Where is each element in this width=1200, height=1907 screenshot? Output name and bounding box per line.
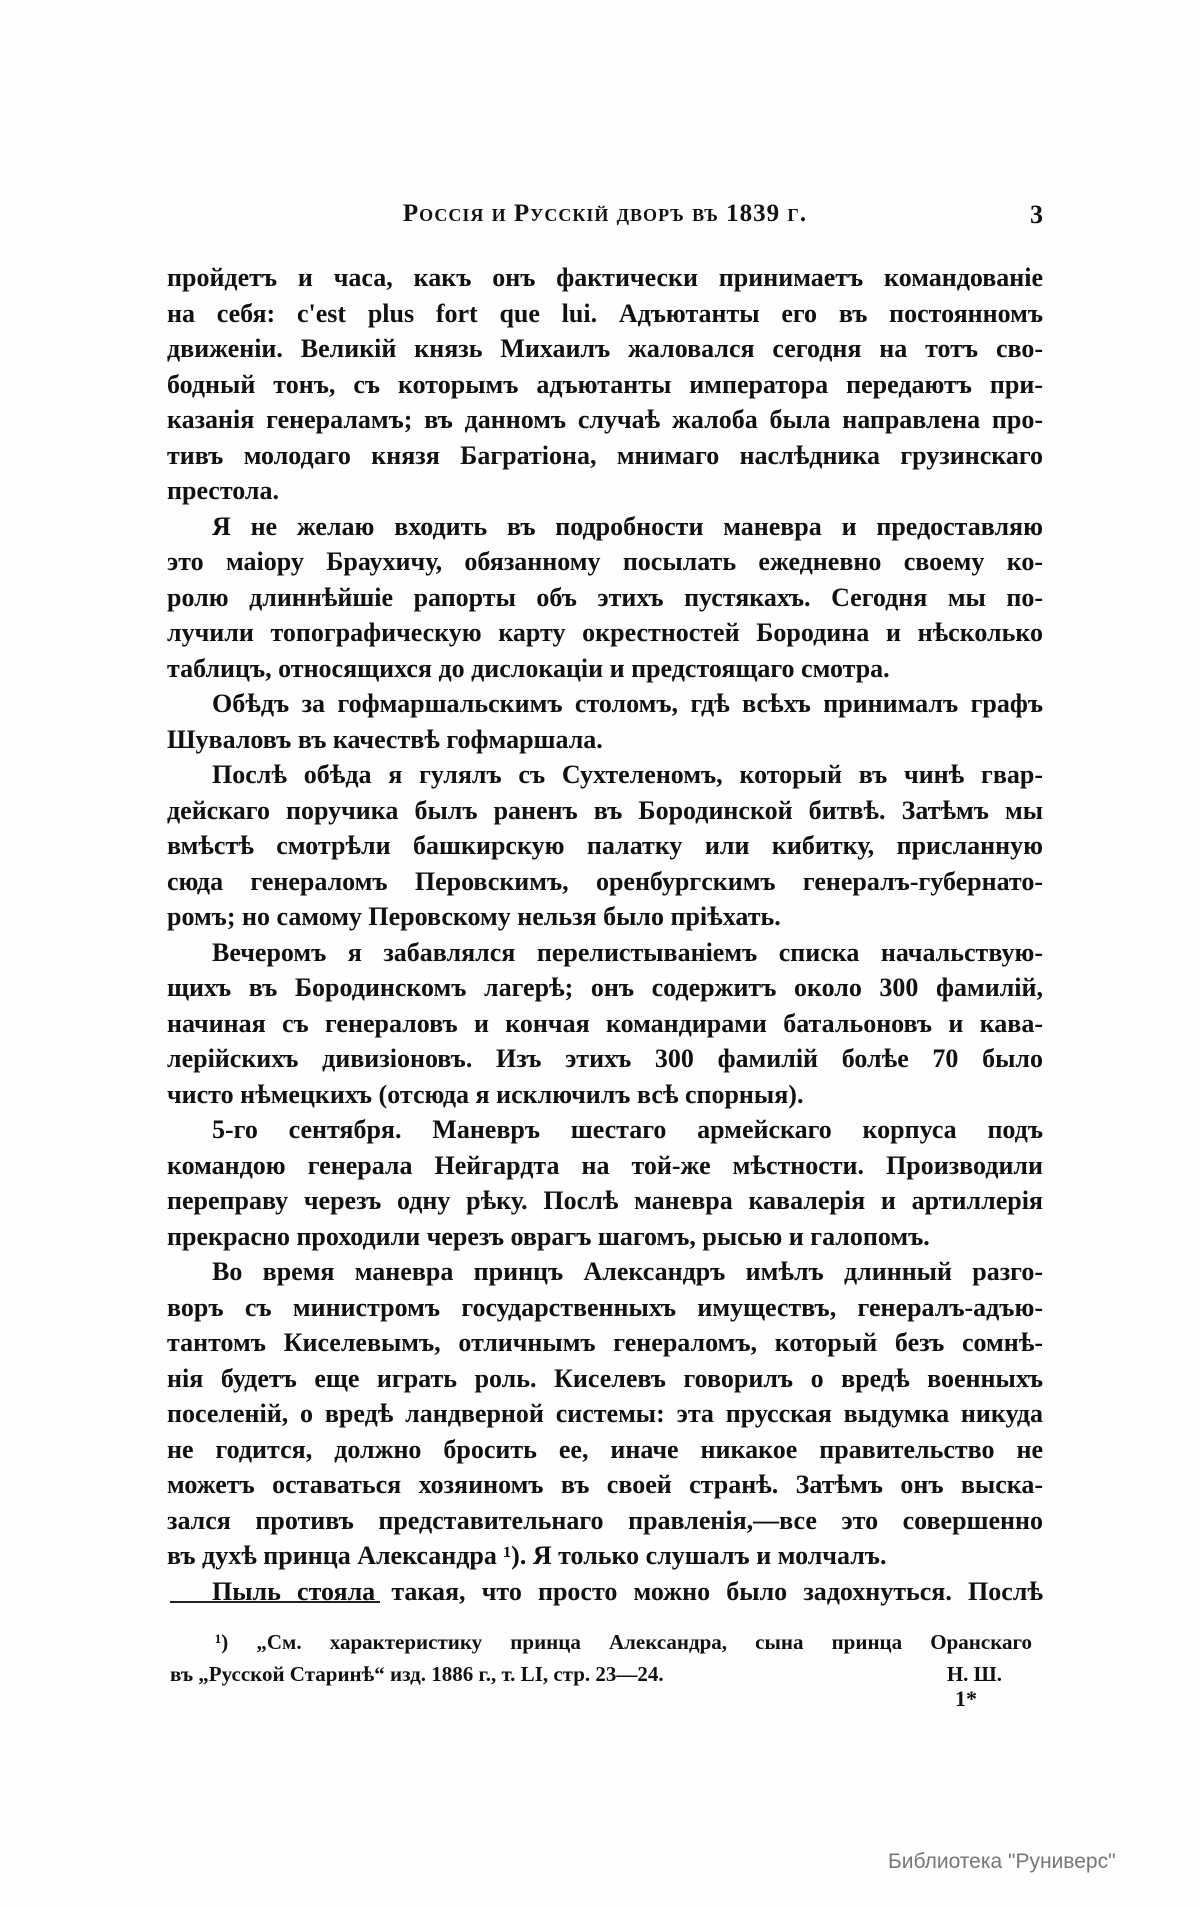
footnote-divider: [170, 1601, 380, 1603]
text-line: Послѣ обѣда я гулялъ съ Сухтеленомъ, который въ чинѣ гвар-: [212, 760, 1043, 789]
footnote-text: въ „Русской Старинѣ“ изд. 1886 г., т. LI, стр. 23—24.: [170, 1662, 664, 1686]
text-line: нія будетъ еще играть роль. Киселевъ говорилъ о вредѣ военныхъ: [167, 1363, 1043, 1393]
text-line: бодный тонъ, съ которымъ адъютанты императора передаютъ при-: [167, 369, 1043, 399]
text-line: командою генерала Нейгардта на той-же мѣстности. Производили: [167, 1150, 1043, 1180]
text-line: начиная съ генераловъ и кончая командирами батальоновъ и кава-: [167, 1008, 1043, 1038]
page-header: [167, 200, 1043, 234]
text-line: переправу черезъ одну рѣку. Послѣ маневра кавалерія и артиллерія: [167, 1186, 1043, 1215]
text-line: щихъ въ Бородинскомъ лагерѣ; онъ содержитъ около 300 фамилій,: [167, 973, 1043, 1002]
text-line: поселеній, о вредѣ ландверной системы: эта прусская выдумка никуда: [167, 1399, 1043, 1428]
footnote-line: ¹) „См. характеристику принца Александра, сына принца Оранскаго: [215, 1630, 1032, 1654]
text-line: ролю длиннѣйшіе рапорты объ этихъ пустякахъ. Сегодня мы по-: [167, 582, 1043, 612]
text-line: Обѣдъ за гофмаршальскимъ столомъ, гдѣ всѣхъ принималъ графъ: [212, 689, 1043, 718]
text-line: зался противъ представительнаго правленія,—все это совершенно: [167, 1505, 1043, 1535]
footnote-line: [170, 1658, 1032, 1690]
text-line: Шуваловъ въ качествѣ гофмаршала.: [167, 724, 603, 754]
text-line: лерійскихъ дивизіоновъ. Изъ этихъ 300 фамилій болѣе 70 было: [167, 1044, 1043, 1073]
text-line: лучили топографическую карту окрестностей Бородина и нѣсколько: [167, 618, 1043, 647]
text-line: Я не желаю входить въ подробности маневра и предоставляю: [212, 511, 1043, 541]
text-line: Пыль стояла такая, что просто можно было задохнуться. Послѣ: [212, 1576, 1043, 1606]
text-line: въ духѣ принца Александра ¹). Я только слушалъ и молчалъ.: [167, 1541, 887, 1570]
running-title: Россія и Русскій дворъ въ 1839 г.: [402, 200, 808, 227]
text-line: пройдетъ и часа, какъ онъ фактически принимаетъ командованіе: [167, 263, 1043, 292]
text-line: на себя: c'est plus fort que lui. Адъютанты его въ постоянномъ: [167, 298, 1043, 328]
footnote-signature: Н. Ш.: [946, 1662, 1002, 1686]
paragraph: [167, 260, 1043, 509]
text-line: тантомъ Киселевымъ, отличнымъ генераломъ, который безъ сомнѣ-: [167, 1328, 1043, 1357]
paragraph: [167, 686, 1043, 757]
text-line: чисто нѣмецкихъ (отсюда я исключилъ всѣ спорныя).: [167, 1079, 804, 1109]
paragraph: [167, 757, 1043, 935]
text-line: престола.: [167, 476, 280, 505]
printer-signature-mark: 1*: [955, 1686, 977, 1711]
body-text: [167, 260, 1043, 1609]
text-line: Вечеромъ я забавлялся перелистываніемъ списка начальствую-: [212, 937, 1043, 967]
library-watermark: Библиотека "Руниверс": [888, 1850, 1116, 1873]
text-line: тивъ молодаго князя Багратіона, мнимаго наслѣдника грузинскаго: [167, 440, 1043, 470]
text-line: не годится, должно бросить ее, иначе никакое правительство не: [167, 1434, 1043, 1464]
text-line: движеніи. Великій князь Михаилъ жаловался сегодня на тотъ сво-: [167, 334, 1043, 363]
text-line: таблицъ, относящихся до дислокаціи и предстоящаго смотра.: [167, 653, 890, 683]
footnote: [170, 1626, 1032, 1690]
text-line: сюда генераломъ Перовскимъ, оренбургскимъ генералъ-губернато-: [167, 866, 1043, 896]
text-line: вмѣстѣ смотрѣли башкирскую палатку или кибитку, присланную: [167, 831, 1043, 860]
text-line: 5-го сентября. Маневръ шестаго армейскаго корпуса подъ: [212, 1115, 1043, 1144]
text-line: казанія генераламъ; въ данномъ случаѣ жалоба была направлена про-: [167, 405, 1043, 434]
text-line: прекрасно проходили черезъ оврагъ шагомъ, рысью и галопомъ.: [167, 1221, 930, 1251]
page-number: 3: [1030, 200, 1043, 229]
text-line: воръ съ министромъ государственныхъ имуществъ, генералъ-адъю-: [167, 1292, 1043, 1322]
text-line: это маіору Браухичу, обязанному посылать ежедневно своему ко-: [167, 547, 1043, 576]
paragraph: [167, 509, 1043, 687]
text-line: ромъ; но самому Перовскому нельзя было пріѣхать.: [167, 902, 781, 931]
paragraph: [167, 1574, 1043, 1610]
text-line: дейскаго поручика былъ раненъ въ Бородинской битвѣ. Затѣмъ мы: [167, 795, 1043, 825]
paragraph: [167, 935, 1043, 1113]
text-line: можетъ оставаться хозяиномъ въ своей странѣ. Затѣмъ онъ выска-: [167, 1470, 1043, 1499]
paragraph: [167, 1254, 1043, 1574]
text-line: Во время маневра принцъ Александръ имѣлъ длинный разго-: [212, 1257, 1043, 1286]
paragraph: [167, 1112, 1043, 1254]
